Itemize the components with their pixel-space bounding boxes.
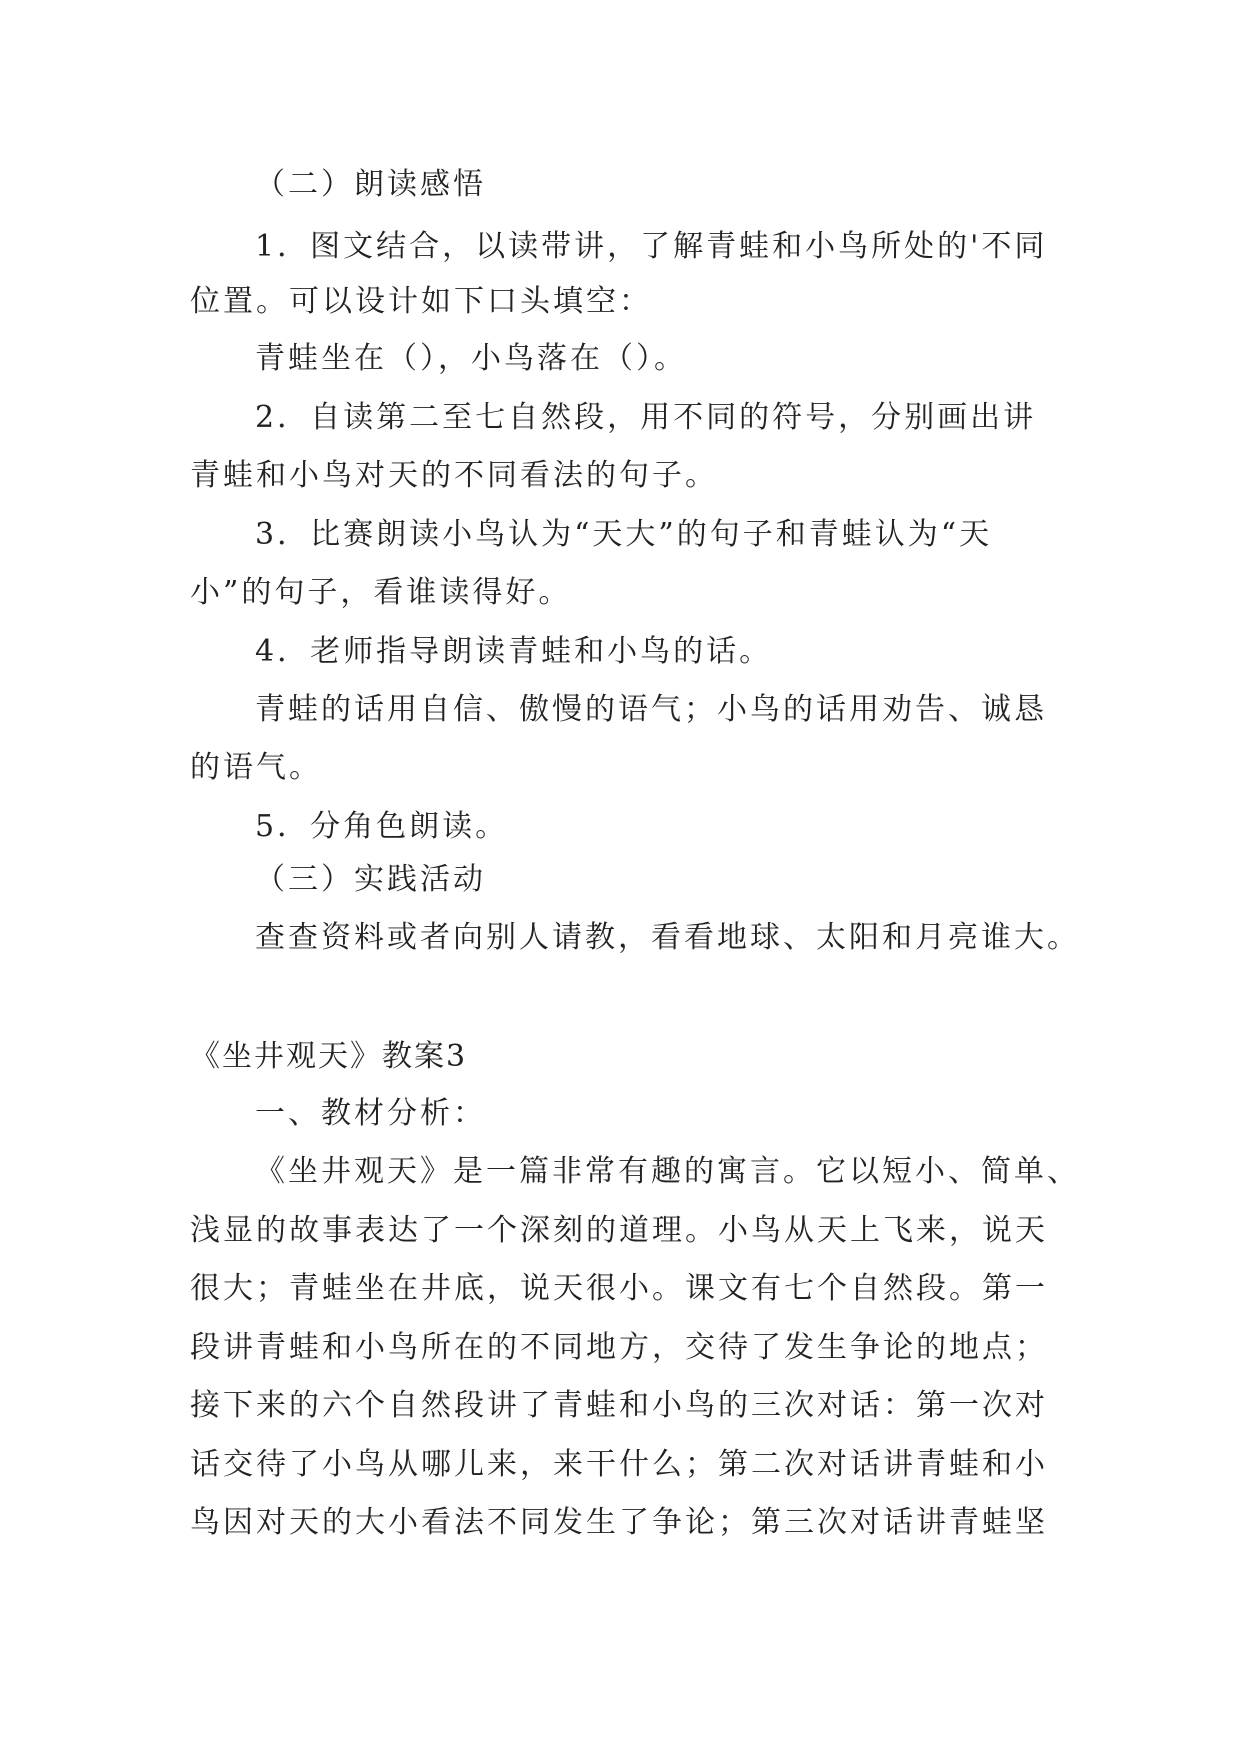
paragraph-line: 5．分角色朗读。: [255, 809, 509, 844]
paragraph-line: 位置。可以设计如下口头填空：: [190, 284, 652, 319]
paragraph-line: 接下来的六个自然段讲了青蛙和小鸟的三次对话：第一次对: [190, 1388, 1048, 1423]
paragraph-line: 查查资料或者向别人请教，看看地球、太阳和月亮谁大。: [255, 920, 1080, 955]
paragraph-line: 1．图文结合，以读带讲，了解青蛙和小鸟所处的'不同: [255, 229, 1048, 264]
paragraph-line: 鸟因对天的大小看法不同发生了争论；第三次对话讲青蛙坚: [190, 1505, 1048, 1540]
paragraph-line: 《坐井观天》是一篇非常有趣的寓言。它以短小、简单、: [255, 1154, 1080, 1189]
section-heading-analysis: 一、教材分析：: [255, 1096, 486, 1131]
document-title: 《坐井观天》教案3: [190, 1039, 468, 1074]
section-heading-reading: （二）朗读感悟: [255, 167, 486, 202]
paragraph-line: 2．自读第二至七自然段，用不同的符号，分别画出讲: [255, 400, 1037, 435]
paragraph-line: 段讲青蛙和小鸟所在的不同地方，交待了发生争论的地点；: [190, 1330, 1048, 1365]
paragraph-line: 话交待了小鸟从哪儿来，来干什么；第二次对话讲青蛙和小: [190, 1447, 1048, 1482]
paragraph-line: 浅显的故事表达了一个深刻的道理。小鸟从天上飞来，说天: [190, 1213, 1048, 1248]
paragraph-line: 小”的句子，看谁读得好。: [190, 575, 572, 610]
paragraph-line: 很大；青蛙坐在井底，说天很小。课文有七个自然段。第一: [190, 1271, 1048, 1306]
section-heading-practice: （三）实践活动: [255, 862, 486, 897]
paragraph-line: 青蛙的话用自信、傲慢的语气；小鸟的话用劝告、诚恳: [255, 692, 1047, 727]
paragraph-line: 3．比赛朗读小鸟认为“天大”的句子和青蛙认为“天: [255, 517, 993, 552]
paragraph-line: 的语气。: [190, 750, 322, 785]
paragraph-line: 青蛙坐在（），小鸟落在（）。: [255, 341, 687, 376]
paragraph-line: 4．老师指导朗读青蛙和小鸟的话。: [255, 634, 773, 669]
paragraph-line: 青蛙和小鸟对天的不同看法的句子。: [190, 458, 718, 493]
